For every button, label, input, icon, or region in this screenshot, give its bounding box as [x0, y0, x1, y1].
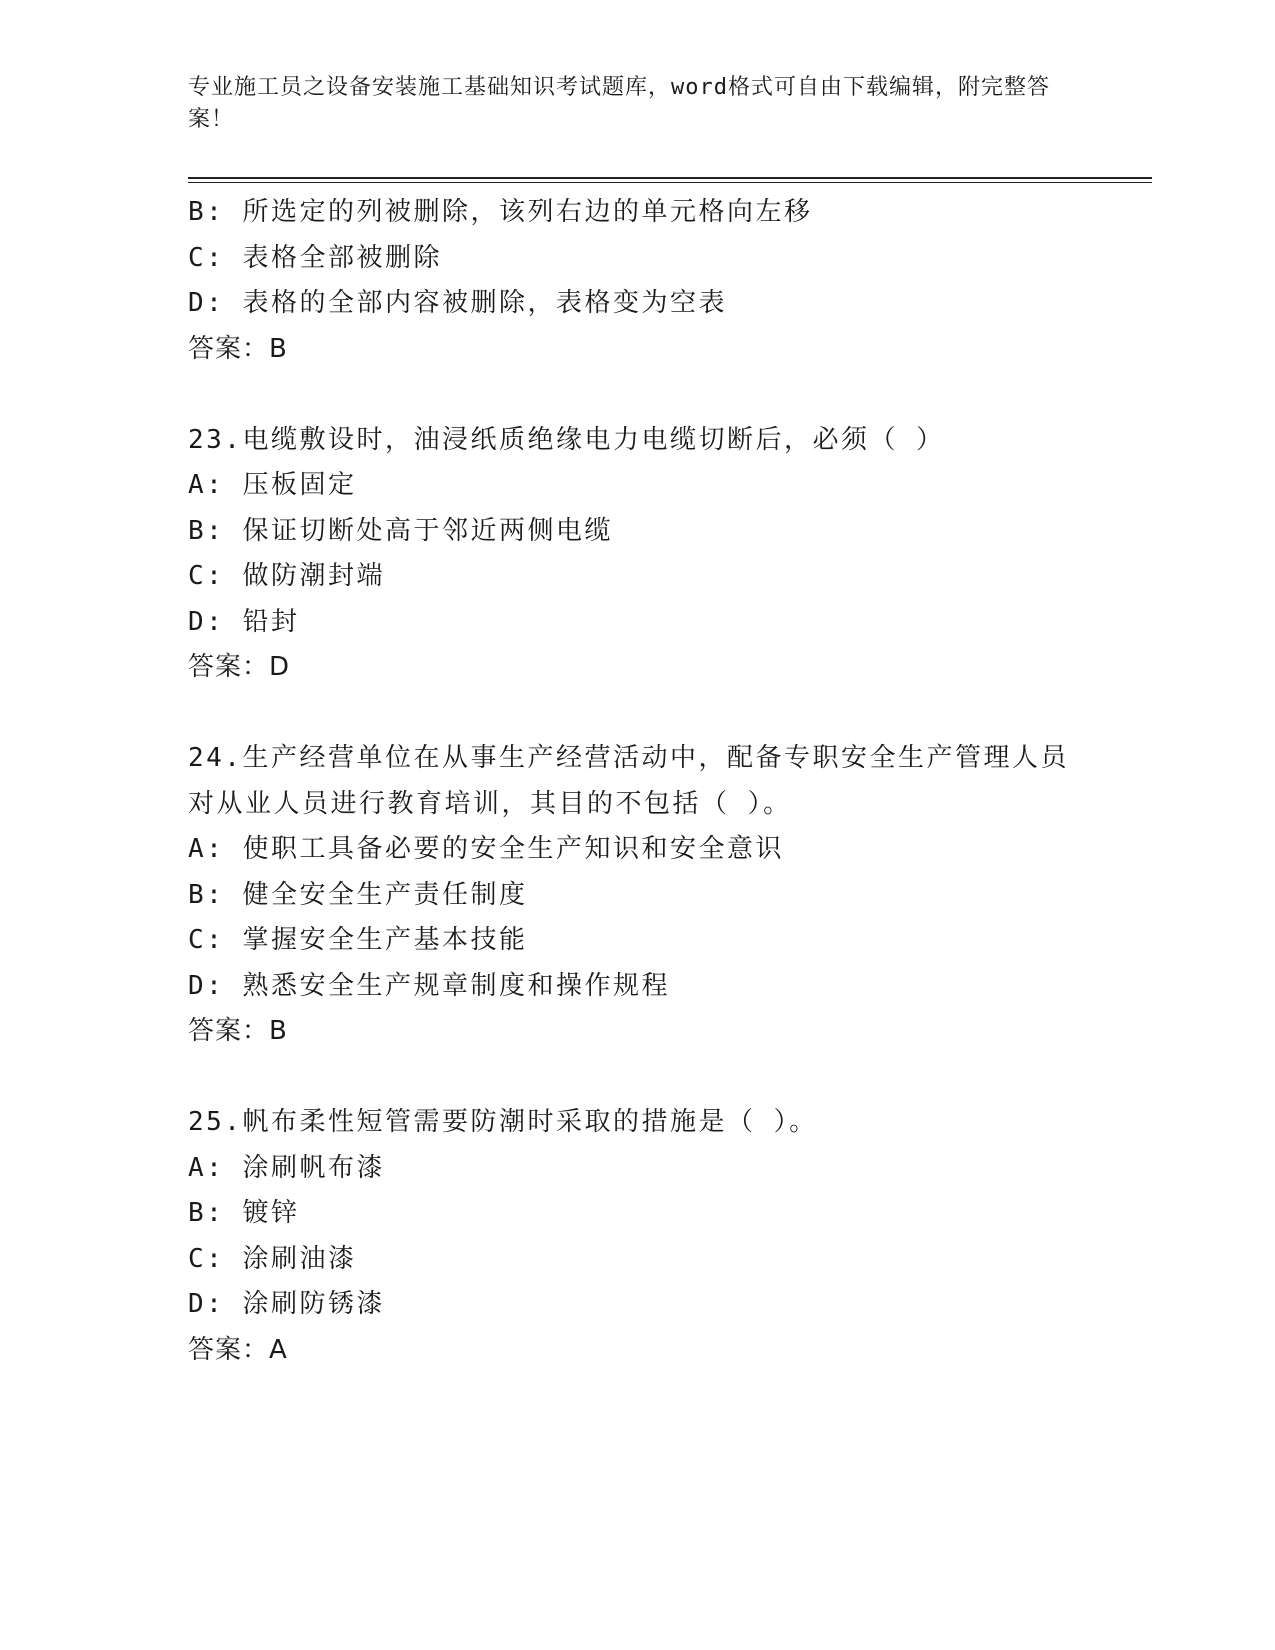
option-b: B: 保证切断处高于邻近两侧电缆	[188, 515, 613, 546]
answer: 答案：A	[188, 1334, 288, 1365]
question-24	[188, 736, 1088, 1055]
answer: 答案：D	[188, 652, 291, 682]
answer: 答案：B	[188, 333, 288, 364]
option-b: B: 所选定的列被删除，该列右边的单元格向左移	[188, 197, 813, 227]
option-a: A: 使职工具备必要的安全生产知识和安全意识	[188, 834, 784, 864]
option-d: D: 熟悉安全生产规章制度和操作规程	[188, 970, 670, 1001]
option-b: B: 镀锌	[188, 1198, 300, 1228]
question-text: 25.帆布柔性短管需要防潮时采取的措施是（ ）。	[188, 1107, 818, 1137]
option-b: B: 健全安全生产责任制度	[188, 879, 528, 910]
answer: 答案：B	[188, 1016, 288, 1046]
question-23	[188, 418, 1088, 691]
header-rule-thick	[188, 177, 1152, 179]
option-c: C: 做防潮封端	[188, 561, 385, 591]
option-c: C: 掌握安全生产基本技能	[188, 925, 528, 955]
option-c: C: 涂刷油漆	[188, 1243, 357, 1274]
question-text: 23.电缆敷设时，油浸纸质绝缘电力电缆切断后，必须（ ）	[188, 424, 945, 455]
option-a: A: 涂刷帆布漆	[188, 1152, 385, 1183]
question-text-line-1: 24.生产经营单位在从事生产经营活动中，配备专职安全生产管理人员	[188, 743, 1069, 773]
option-d: D: 铅封	[188, 606, 300, 637]
page-header: 专业施工员之设备安装施工基础知识考试题库，word格式可自由下载编辑，附完整答案！	[188, 75, 1050, 132]
option-d: D: 涂刷防锈漆	[188, 1289, 385, 1319]
option-d: D: 表格的全部内容被删除，表格变为空表	[188, 288, 727, 318]
option-a: A: 压板固定	[188, 470, 357, 500]
question-fragment	[188, 190, 1088, 372]
option-c: C: 表格全部被删除	[188, 242, 442, 273]
question-text-line-2: 对从业人员进行教育培训，其目的不包括（ ）。	[188, 788, 792, 819]
question-25	[188, 1100, 1088, 1373]
header-rule-thin	[188, 182, 1152, 183]
exam-content	[188, 190, 1088, 1373]
